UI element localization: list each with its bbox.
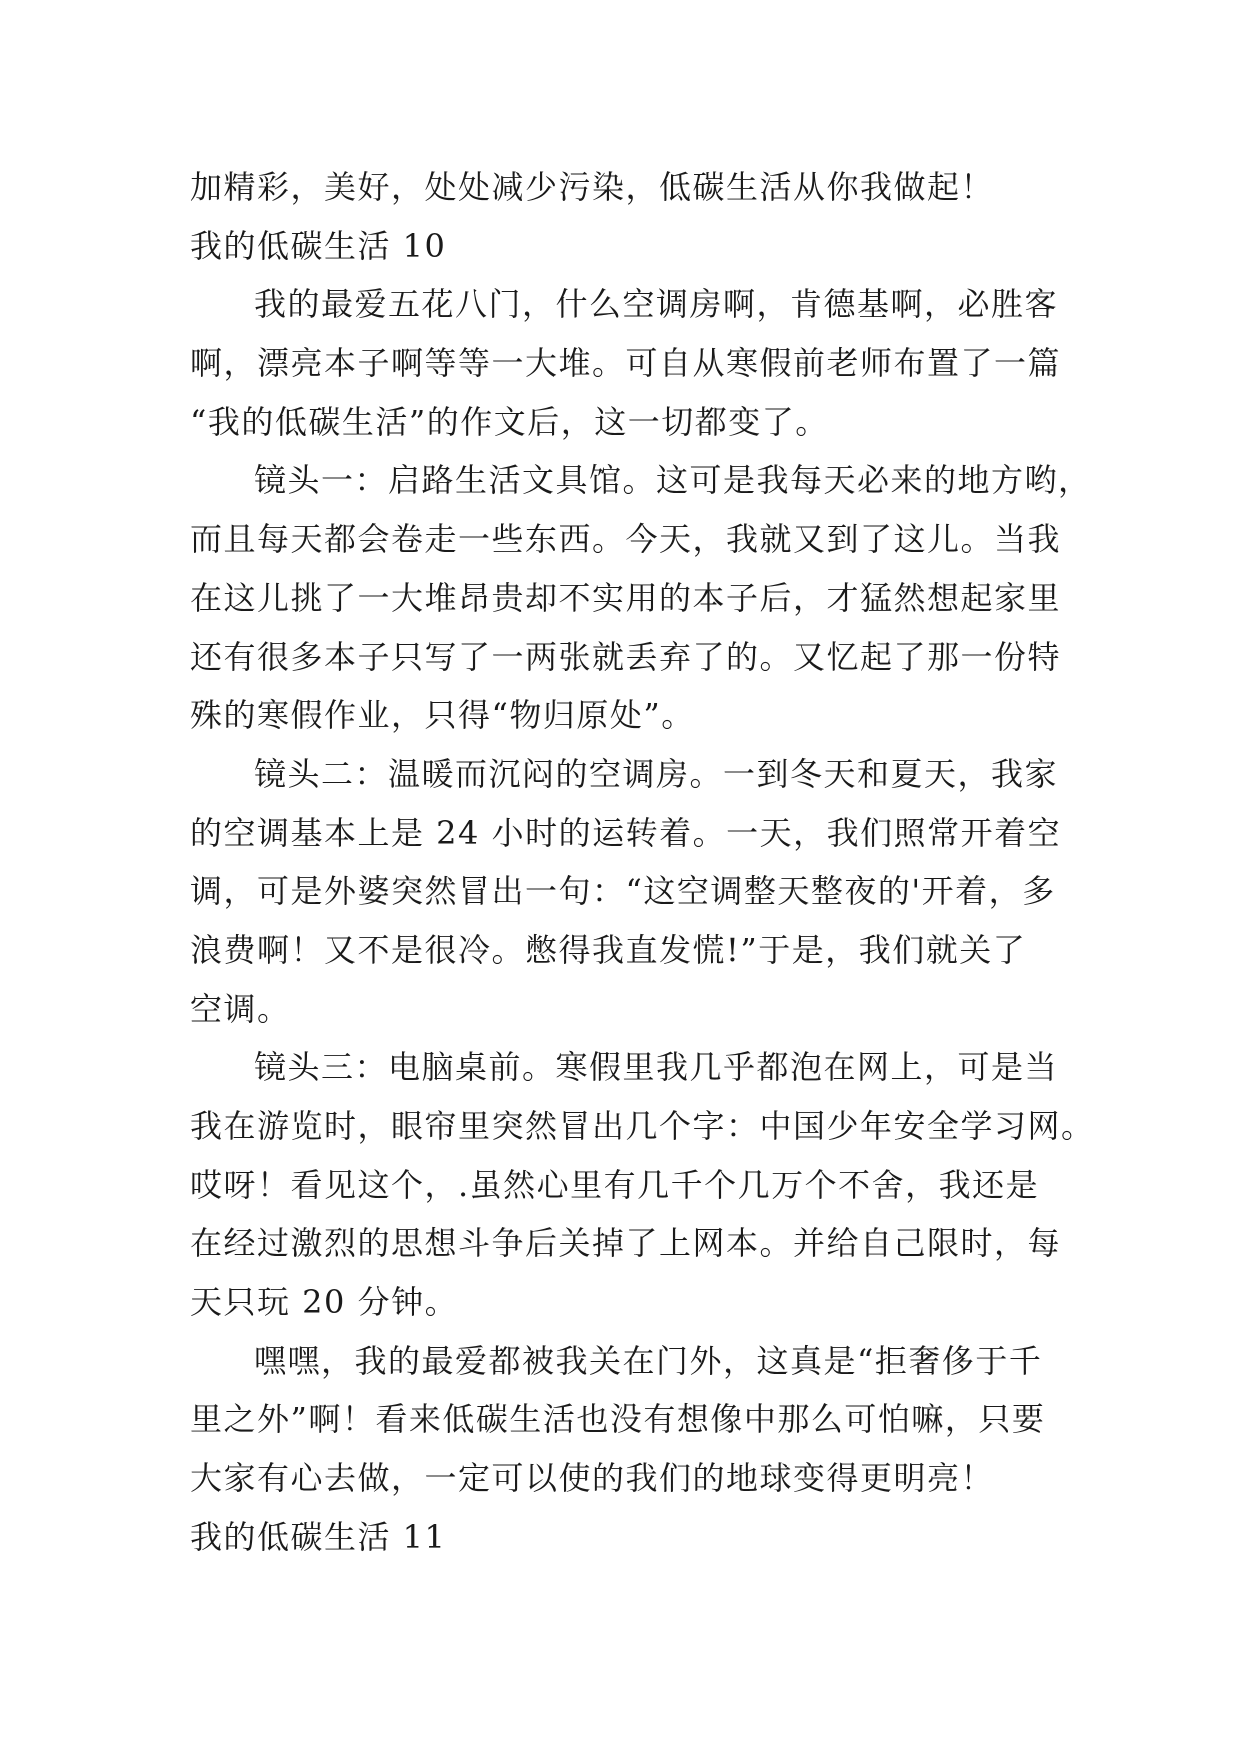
text-line: 调，可是外婆突然冒出一句：“这空调整天整夜的'开着，多 [190, 872, 1056, 911]
paragraph-first-line: 镜头二：温暖而沉闷的空调房。一到冬天和夏天，我家 [254, 754, 1059, 793]
text-line: 我在游览时，眼帘里突然冒出几个字：中国少年安全学习网。 [190, 1107, 1095, 1145]
text-line: 还有很多本子只写了一两张就丢弃了的。又忆起了那一份特 [190, 637, 1062, 676]
text-line: 而且每天都会卷走一些东西。今天，我就又到了这儿。当我 [190, 520, 1062, 559]
text-line: 在这儿挑了一大堆昂贵却不实用的本子后，才猛然想起家里 [190, 578, 1062, 617]
paragraph-first-line: 嘿嘿，我的最爱都被我关在门外，这真是“拒奢侈于千 [254, 1341, 1043, 1380]
paragraph-first-line: 镜头一：启路生活文具馆。这可是我每天必来的地方哟， [254, 461, 1092, 500]
text-line: 殊的寒假作业，只得“物归原处”。 [190, 696, 695, 735]
text-line: 哎呀！看见这个，.虽然心里有几千个几万个不舍，我还是 [190, 1165, 1040, 1204]
text-line: 里之外”啊！看来低碳生活也没有想像中那么可怕嘛，只要 [190, 1400, 1046, 1439]
text-line: 天只玩 20 分钟。 [190, 1283, 459, 1322]
paragraph-first-line: 我的最爱五花八门，什么空调房啊，肯德基啊，必胜客 [254, 285, 1059, 324]
paragraph-first-line: 镜头三：电脑桌前。寒假里我几乎都泡在网上，可是当 [254, 1048, 1059, 1087]
text-line: “我的低碳生活”的作文后，这一切都变了。 [190, 402, 829, 441]
text-line: 的空调基本上是 24 小时的运转着。一天，我们照常开着空 [190, 813, 1062, 852]
document-body [190, 158, 1095, 1567]
text-line: 大家有心去做，一定可以使的我们的地球变得更明亮！ [190, 1459, 995, 1498]
section-heading: 我的低碳生活 10 [190, 226, 447, 265]
text-line: 空调。 [190, 989, 291, 1028]
text-line: 加精彩，美好，处处减少污染，低碳生活从你我做起！ [190, 168, 995, 206]
text-line: 浪费啊！又不是很冷。憋得我直发慌!”于是，我们就关了 [190, 930, 1027, 969]
section-heading: 我的低碳生活 11 [190, 1517, 447, 1556]
text-line: 在经过激烈的思想斗争后关掉了上网本。并给自己限时，每 [190, 1224, 1062, 1263]
text-line: 啊，漂亮本子啊等等一大堆。可自从寒假前老师布置了一篇 [190, 344, 1062, 383]
